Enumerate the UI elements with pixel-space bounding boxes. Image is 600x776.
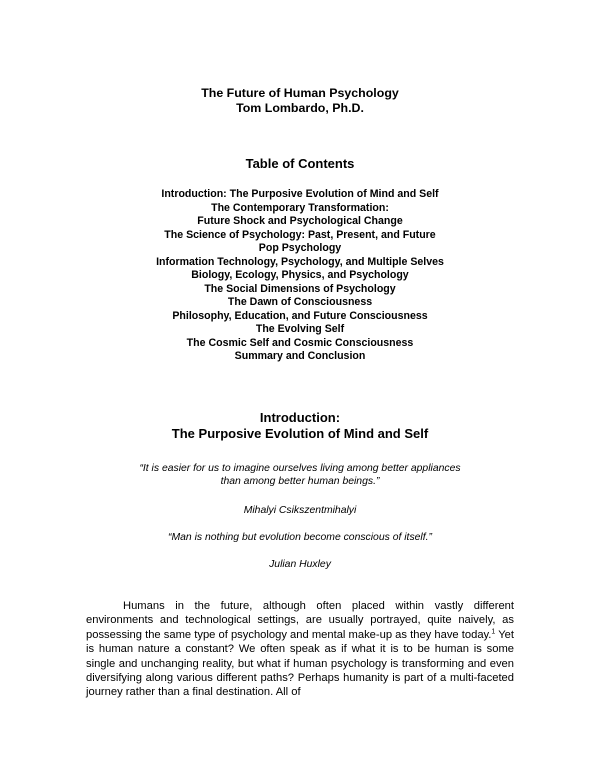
toc-item: Introduction: The Purposive Evolution of Mind and Self (161, 188, 439, 200)
epigraph-quote-1 (0, 462, 600, 488)
epigraph-quote-1-line2: than among better human beings.” (220, 476, 380, 487)
footnote-marker[interactable]: 1 (491, 628, 496, 636)
toc-item: The Contemporary Transformation: (211, 201, 389, 214)
body-paragraph-part1: Humans in the future, although often placed within vastly different environments and technological settings, are usually portrayed, quite naively, as possessing the same type of psychology and mental make-up as they have today. (86, 600, 514, 641)
toc-list (0, 188, 600, 364)
toc-item: The Social Dimensions of Psychology (204, 282, 396, 295)
epigraph-author-1: Mihalyi Csikszentmihalyi (243, 505, 357, 516)
epigraph-quote-2: “Man is nothing but evolution become conscious of itself.” (168, 532, 432, 543)
body-paragraph-part2: Yet is human nature a constant? We often speak as if what it is to be human is some single and unchanging reality, but what if human psychology is transforming and even diversifying along various different paths? Perhaps humanity is part of a multi-faceted journey rather than a final destination. All of (86, 628, 514, 699)
toc-item: Philosophy, Education, and Future Consciousness (172, 309, 428, 322)
epigraph-quote-1-line1: “It is easier for us to imagine ourselves living among better appliances (139, 463, 461, 474)
toc-item: Future Shock and Psychological Change (197, 215, 403, 227)
document-author: Tom Lombardo, Ph.D. (236, 101, 364, 115)
toc-item: The Evolving Self (255, 323, 345, 335)
toc-item: Summary and Conclusion (234, 350, 366, 362)
epigraph-author-2: Julian Huxley (269, 559, 331, 570)
toc-item: The Dawn of Consciousness (227, 296, 373, 308)
introduction-heading-line1: Introduction: (259, 410, 341, 425)
title-block (0, 86, 600, 116)
toc-heading: Table of Contents (245, 156, 355, 171)
body-paragraph (86, 599, 514, 700)
toc-item: Biology, Ecology, Physics, and Psychology (191, 269, 409, 281)
toc-item: Pop Psychology (258, 242, 342, 254)
toc-item: The Science of Psychology: Past, Present, and Future (164, 228, 436, 241)
toc-item: Information Technology, Psychology, and Multiple Selves (156, 255, 444, 268)
document-title: The Future of Human Psychology (201, 86, 399, 100)
introduction-heading-line2: The Purposive Evolution of Mind and Self (171, 426, 429, 441)
toc-item: The Cosmic Self and Cosmic Consciousness (186, 336, 414, 349)
introduction-heading (0, 410, 600, 442)
